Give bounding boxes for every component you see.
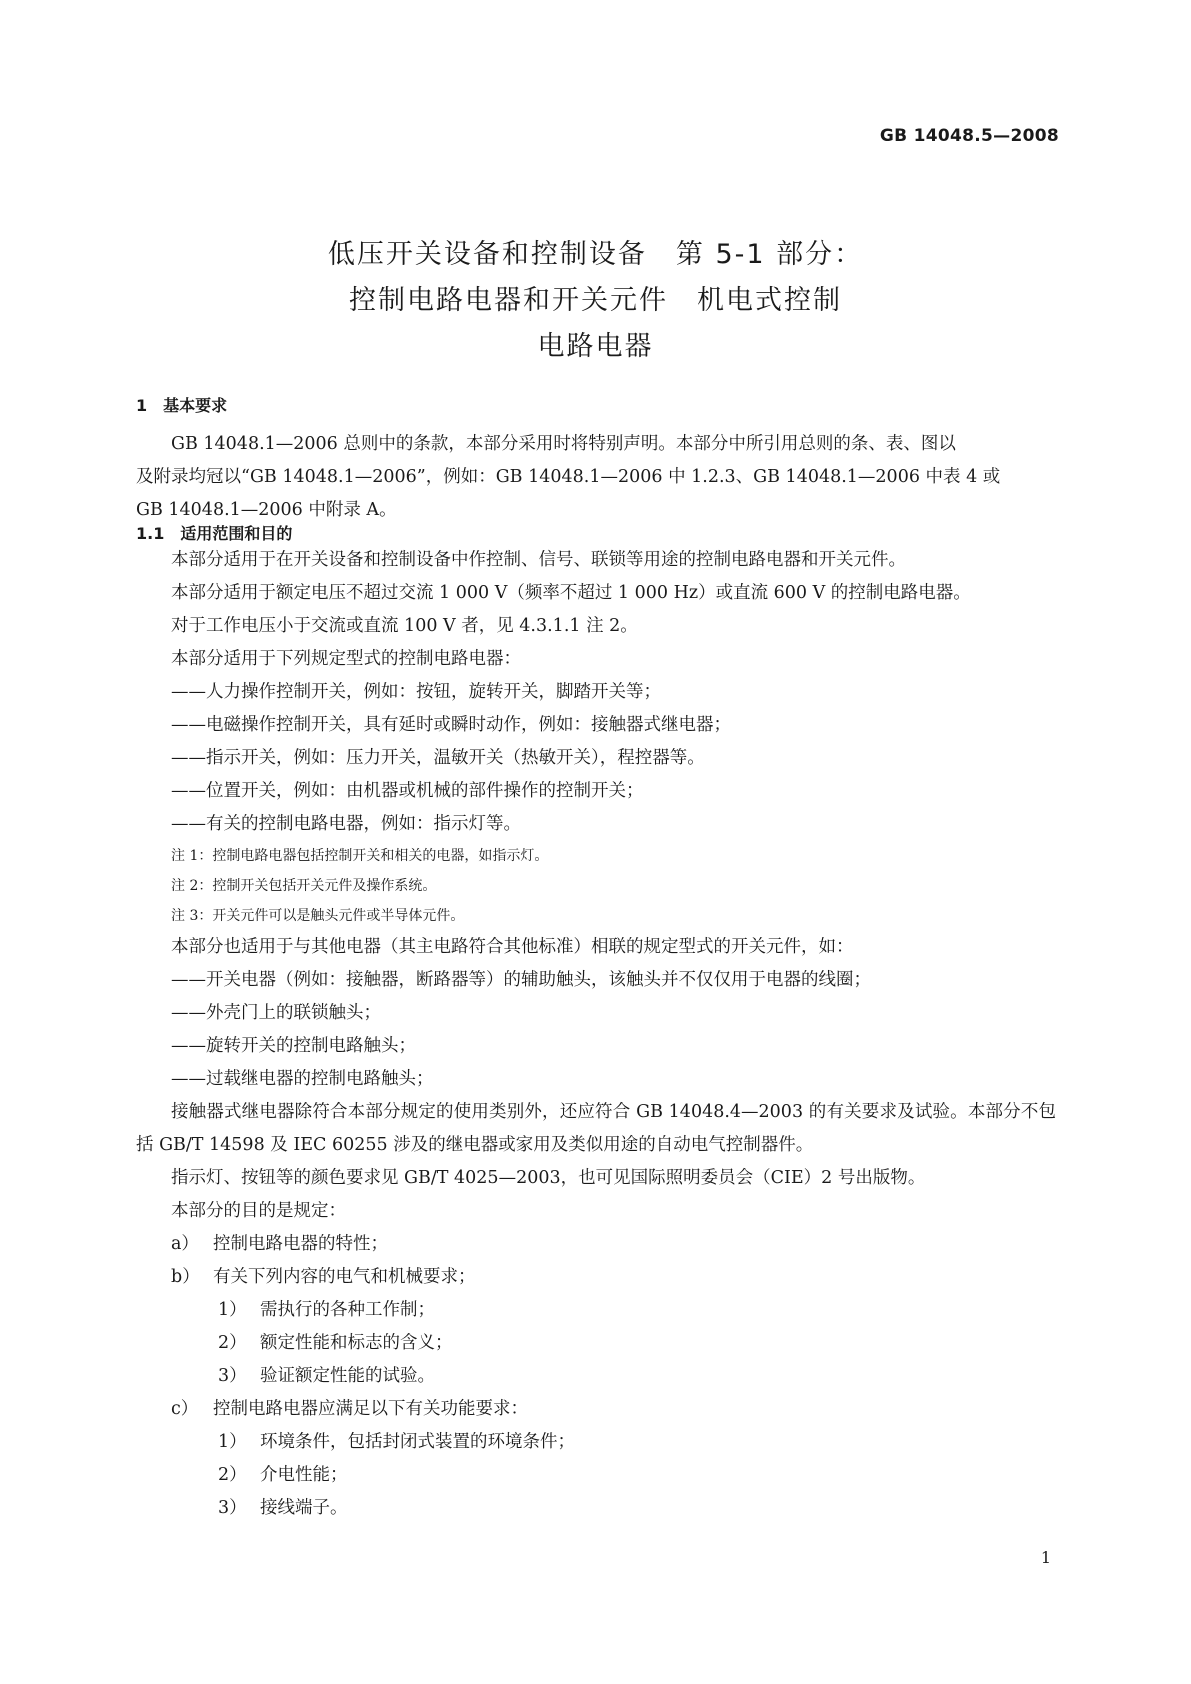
purpose-b: [136, 1261, 1056, 1294]
purpose-c: [136, 1393, 1056, 1426]
purpose-b-item-text: 需执行的各种工作制；: [260, 1300, 435, 1320]
scope-paragraph-2: 本部分适用于额定电压不超过交流 1 000 V（频率不超过 1 000 Hz）或直流 600 V 的控制电路电器。: [171, 583, 971, 603]
title-line-3: 电路电器: [537, 331, 654, 362]
purpose-c-item: [136, 1426, 1056, 1459]
purpose-b-item-label: 2）: [218, 1333, 247, 1353]
purpose-a-text: 控制电路电器的特性；: [213, 1234, 388, 1254]
note-2: 注 2：控制开关包括开关元件及操作系统。: [171, 878, 437, 894]
element-list-item: ——旋转开关的控制电路触头；: [171, 1036, 416, 1056]
purpose-a-label: a）: [171, 1234, 199, 1254]
title-line-1: 低压开关设备和控制设备 第 5-1 部分：: [327, 239, 864, 270]
scope-paragraph-5: 本部分也适用于与其他电器（其主电路符合其他标准）相联的规定型式的开关元件，如：: [171, 937, 854, 957]
purpose-b-item-text: 额定性能和标志的含义；: [260, 1333, 453, 1353]
purpose-c-item-text: 接线端子。: [260, 1498, 348, 1518]
purpose-c-item: [136, 1492, 1056, 1525]
standard-number: GB 14048.5—2008: [879, 126, 1059, 146]
purpose-c-item: [136, 1459, 1056, 1492]
scope-paragraph-1: 本部分适用于在开关设备和控制设备中作控制、信号、联锁等用途的控制电路电器和开关元件。: [171, 550, 906, 570]
scope-body: [136, 544, 1056, 1525]
note-3: 注 3：开关元件可以是触头元件或半导体元件。: [171, 908, 465, 924]
element-list-item: ——开关电器（例如：接触器，断路器等）的辅助触头，该触头并不仅仅用于电器的线圈；: [171, 970, 871, 990]
page-number: 1: [1040, 1548, 1051, 1567]
title-line-2: 控制电路电器和开关元件 机电式控制: [349, 285, 842, 316]
purpose-b-item-label: 1）: [218, 1300, 247, 1320]
scope-paragraph-3: 对于工作电压小于交流或直流 100 V 者，见 4.3.1.1 注 2。: [171, 616, 638, 636]
intro-line-2: 及附录均冠以“GB 14048.1—2006”，例如：GB 14048.1—2006 中 1.2.3、GB 14048.1—2006 中表 4 或: [136, 467, 1001, 487]
intro-paragraph: [136, 428, 1056, 527]
purpose-c-item-label: 1）: [218, 1432, 247, 1452]
scope-paragraph-7: 指示灯、按钮等的颜色要求见 GB/T 4025—2003，也可见国际照明委员会（CIE）2 号出版物。: [171, 1168, 926, 1188]
note-1: 注 1：控制电路电器包括控制开关和相关的电器，如指示灯。: [171, 848, 549, 864]
scope-paragraph-4: 本部分适用于下列规定型式的控制电路电器：: [171, 649, 521, 669]
purpose-c-label: c）: [171, 1399, 199, 1419]
purpose-b-item-label: 3）: [218, 1366, 247, 1386]
purpose-b-item: [136, 1294, 1056, 1327]
section-1-heading: 1 基本要求: [136, 396, 228, 415]
purpose-b-label: b）: [171, 1267, 200, 1287]
type-list-item: ——人力操作控制开关，例如：按钮，旋转开关，脚踏开关等；: [171, 682, 661, 702]
intro-line-1: GB 14048.1—2006 总则中的条款，本部分采用时将特别声明。本部分中所引用总则的条、表、图以: [171, 434, 956, 454]
purpose-c-item-text: 介电性能；: [260, 1465, 348, 1485]
purpose-b-item: [136, 1360, 1056, 1393]
intro-line-3: GB 14048.1—2006 中附录 A。: [136, 500, 397, 520]
element-list-item: ——过载继电器的控制电路触头；: [171, 1069, 434, 1089]
purpose-b-item-text: 验证额定性能的试验。: [260, 1366, 435, 1386]
document-title: [0, 232, 1191, 370]
purpose-a: [136, 1228, 1056, 1261]
element-list-item: ——外壳门上的联锁触头；: [171, 1003, 381, 1023]
purpose-c-item-text: 环境条件，包括封闭式装置的环境条件；: [260, 1432, 575, 1452]
purpose-c-text: 控制电路电器应满足以下有关功能要求：: [213, 1399, 528, 1419]
type-list-item: ——位置开关，例如：由机器或机械的部件操作的控制开关；: [171, 781, 644, 801]
purpose-c-item-label: 3）: [218, 1498, 247, 1518]
type-list-item: ——指示开关，例如：压力开关，温敏开关（热敏开关），程控器等。: [171, 748, 705, 768]
purpose-b-text: 有关下列内容的电气和机械要求；: [213, 1267, 476, 1287]
scope-paragraph-8: 本部分的目的是规定：: [171, 1201, 346, 1221]
type-list-item: ——有关的控制电路电器，例如：指示灯等。: [171, 814, 521, 834]
scope-paragraph-6: 接触器式继电器除符合本部分规定的使用类别外，还应符合 GB 14048.4—2003 的有关要求及试验。本部分不包括 GB/T 14598 及 IEC 60255 涉及的继电器或家用及类似用途的自动电气控制器件。: [136, 1102, 1056, 1155]
purpose-c-item-label: 2）: [218, 1465, 247, 1485]
type-list-item: ——电磁操作控制开关，具有延时或瞬时动作，例如：接触器式继电器；: [171, 715, 731, 735]
section-1-1-heading: 1.1 适用范围和目的: [136, 524, 293, 543]
purpose-b-item: [136, 1327, 1056, 1360]
